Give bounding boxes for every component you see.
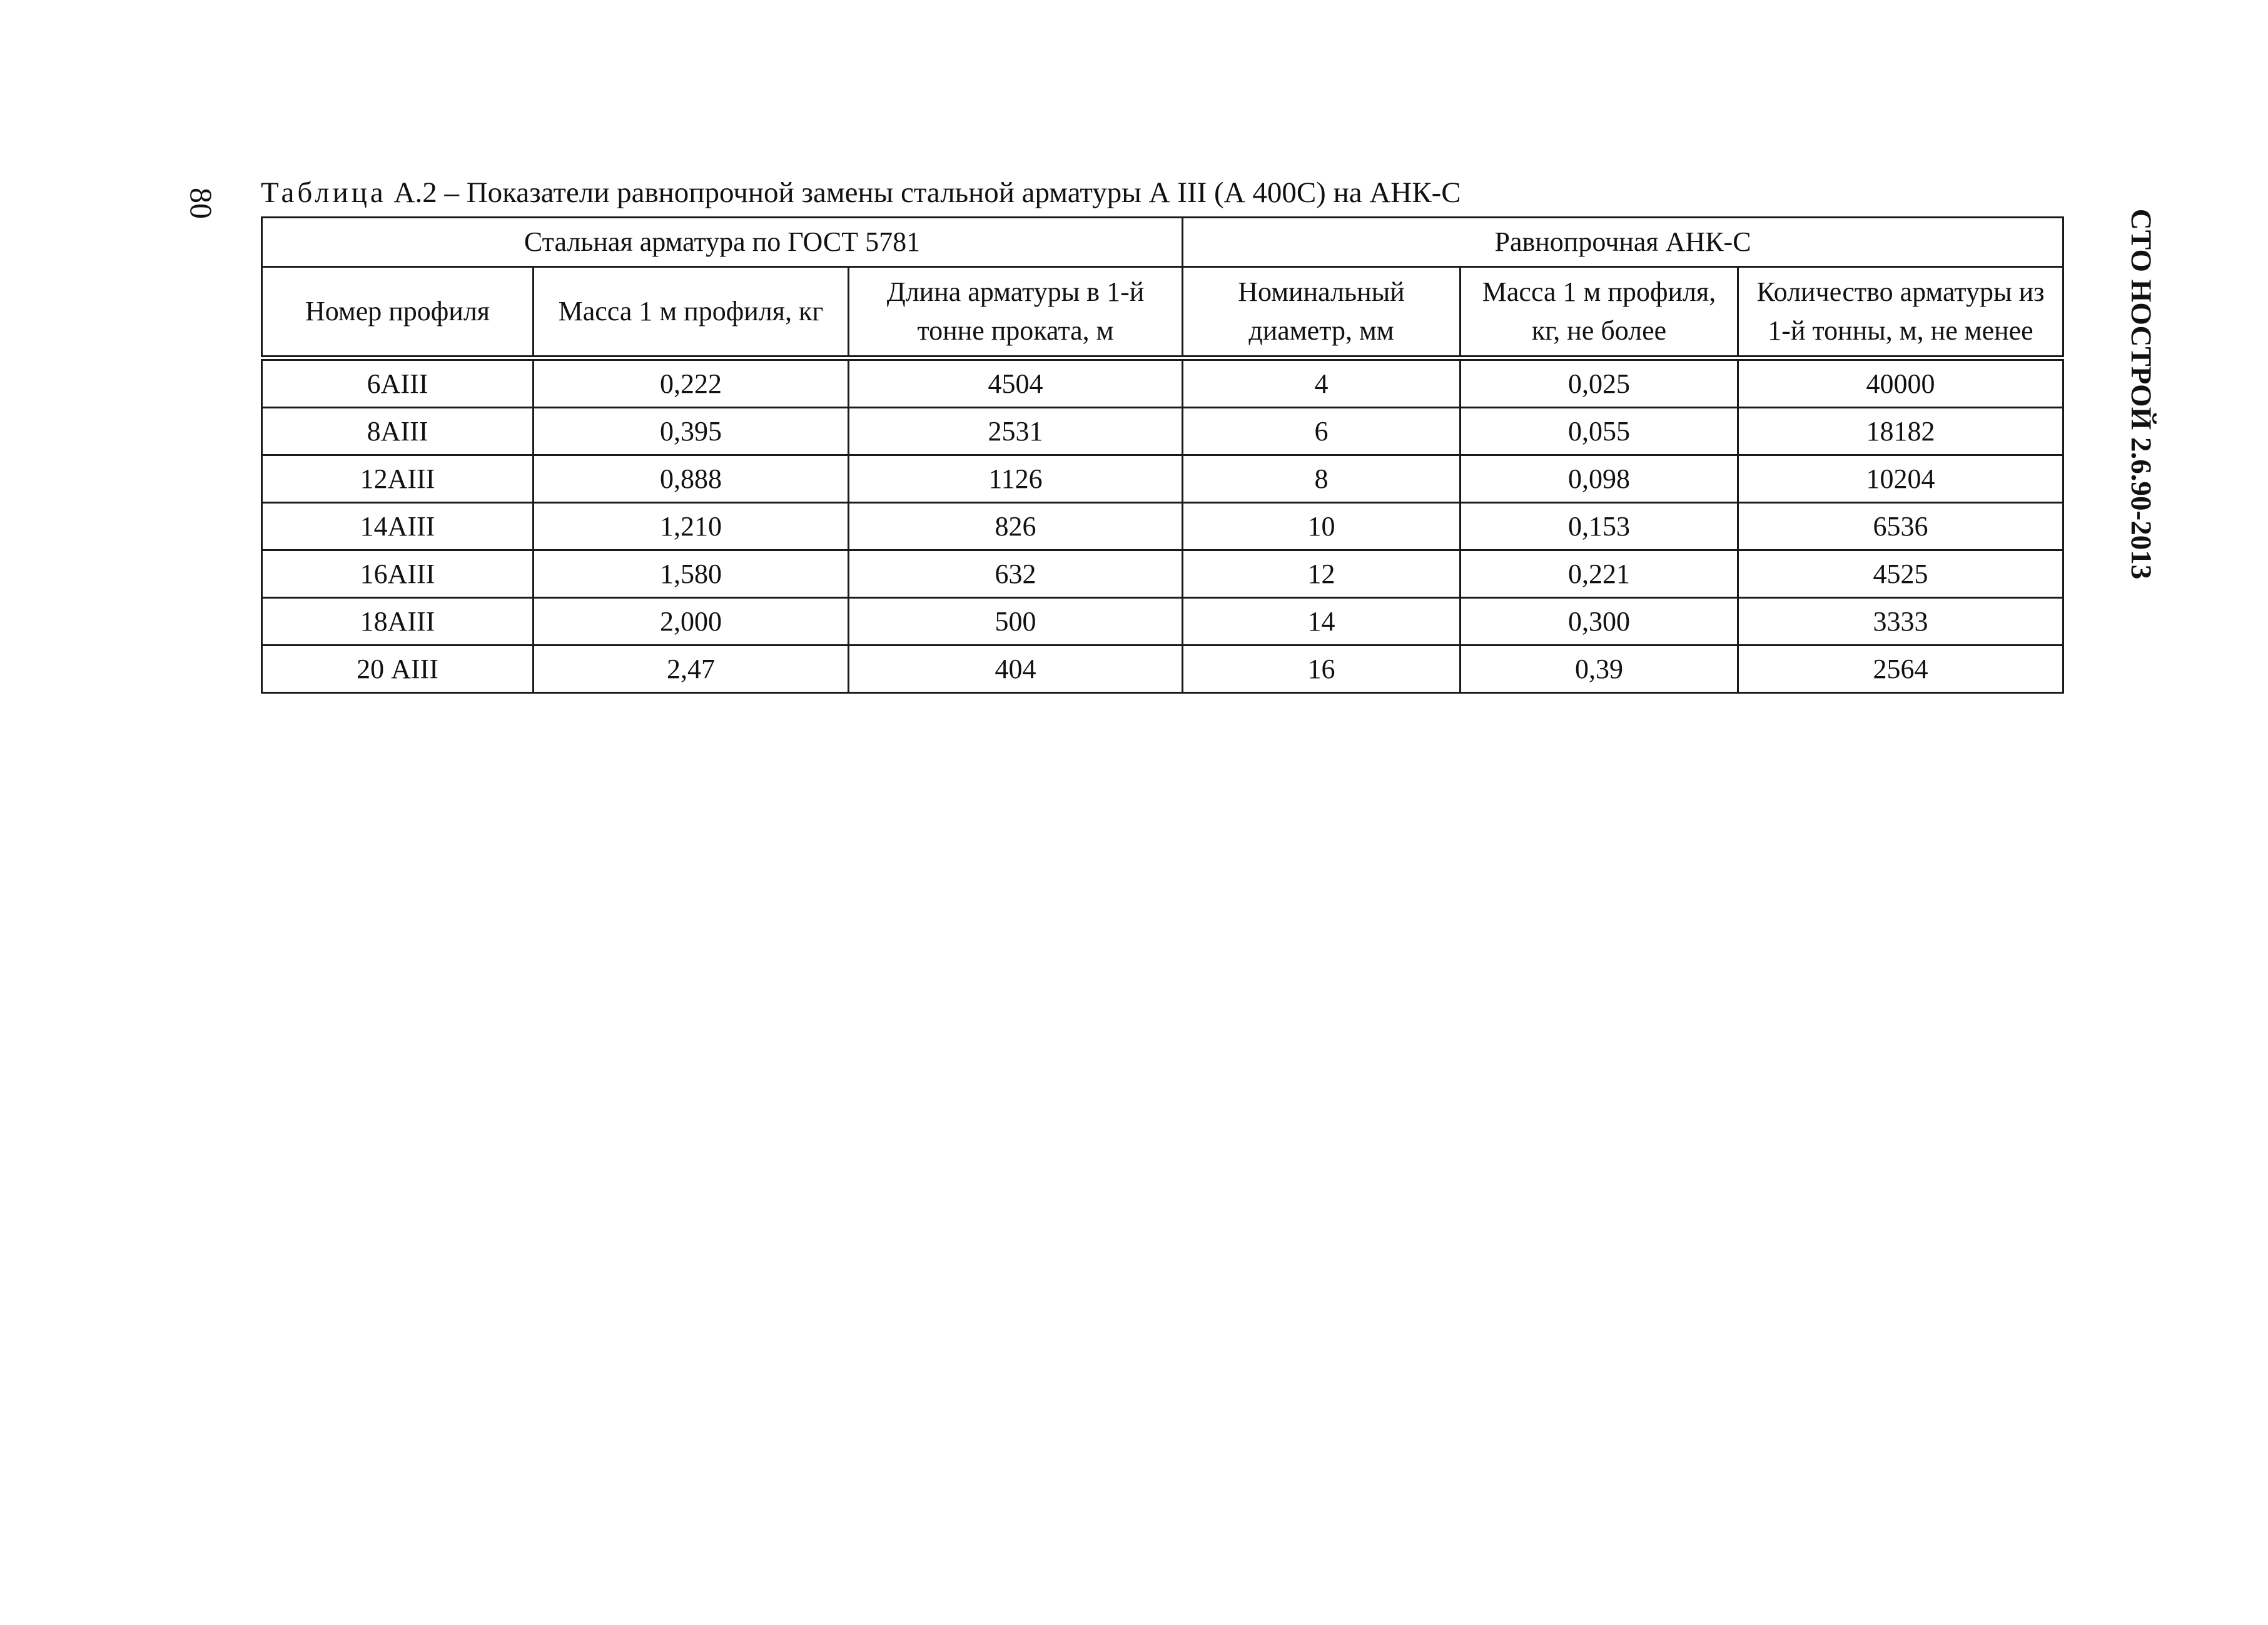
table-cell: 0,098	[1461, 455, 1738, 503]
table-cell: 12	[1183, 550, 1461, 598]
table-cell: 404	[849, 645, 1183, 693]
table-cell: 6	[1183, 408, 1461, 455]
column-header: Длина арматуры в 1-й тонне проката, м	[849, 267, 1183, 358]
column-header: Номинальный диаметр, мм	[1183, 267, 1461, 358]
table-cell: 4	[1183, 358, 1461, 408]
table-cell: 8	[1183, 455, 1461, 503]
table-cell: 8АIII	[262, 408, 534, 455]
table-cell: 6АIII	[262, 358, 534, 408]
column-header: Количество арматуры из 1-й тонны, м, не менее	[1738, 267, 2063, 358]
table-row	[262, 598, 2063, 645]
table-cell: 14АIII	[262, 503, 534, 550]
table-cell: 2564	[1738, 645, 2063, 693]
page-number: 80	[184, 188, 219, 219]
table-cell: 2,000	[534, 598, 849, 645]
table-cell: 18182	[1738, 408, 2063, 455]
group-header-steel: Стальная арматура по ГОСТ 5781	[262, 218, 1183, 267]
table-row	[262, 408, 2063, 455]
group-header-ank: Равнопрочная АНК-С	[1183, 218, 2063, 267]
table-cell: 0,221	[1461, 550, 1738, 598]
table-cell: 632	[849, 550, 1183, 598]
table-cell: 12АIII	[262, 455, 534, 503]
table-cell: 16АIII	[262, 550, 534, 598]
table-row	[262, 455, 2063, 503]
table-cell: 20 АIII	[262, 645, 534, 693]
table-cell: 2,47	[534, 645, 849, 693]
table-cell: 826	[849, 503, 1183, 550]
table-cell: 14	[1183, 598, 1461, 645]
table-row	[262, 503, 2063, 550]
table-cell: 0,300	[1461, 598, 1738, 645]
table-row	[262, 645, 2063, 693]
table-cell: 2531	[849, 408, 1183, 455]
group-header-row	[262, 218, 2063, 267]
table-cell: 10	[1183, 503, 1461, 550]
table-cell: 16	[1183, 645, 1461, 693]
column-header-row	[262, 267, 2063, 358]
table-cell: 6536	[1738, 503, 2063, 550]
table-cell: 0,222	[534, 358, 849, 408]
table-cell: 0,153	[1461, 503, 1738, 550]
column-header: Масса 1 м профиля, кг, не более	[1461, 267, 1738, 358]
table-caption-label: Таблица	[261, 176, 387, 209]
reinforcement-table	[261, 216, 2064, 694]
table-cell: 0,395	[534, 408, 849, 455]
table-row	[262, 550, 2063, 598]
table-row	[262, 358, 2063, 408]
table-cell: 1,210	[534, 503, 849, 550]
table-cell: 10204	[1738, 455, 2063, 503]
table-cell: 4504	[849, 358, 1183, 408]
table-cell: 3333	[1738, 598, 2063, 645]
table-caption-text: А.2 – Показатели равнопрочной замены стальной арматуры А III (А 400С) на АНК-С	[386, 176, 1461, 209]
column-header: Масса 1 м профиля, кг	[534, 267, 849, 358]
table-cell: 0,39	[1461, 645, 1738, 693]
table-caption	[261, 174, 1461, 211]
table-cell: 1,580	[534, 550, 849, 598]
table-cell: 500	[849, 598, 1183, 645]
table-cell: 1126	[849, 455, 1183, 503]
column-header: Номер профиля	[262, 267, 534, 358]
table-cell: 0,055	[1461, 408, 1738, 455]
table-cell: 0,888	[534, 455, 849, 503]
table-cell: 0,025	[1461, 358, 1738, 408]
table-cell: 40000	[1738, 358, 2063, 408]
document-code: СТО НОСТРОЙ 2.6.90-2013	[2125, 208, 2157, 580]
table-cell: 18АIII	[262, 598, 534, 645]
table-cell: 4525	[1738, 550, 2063, 598]
